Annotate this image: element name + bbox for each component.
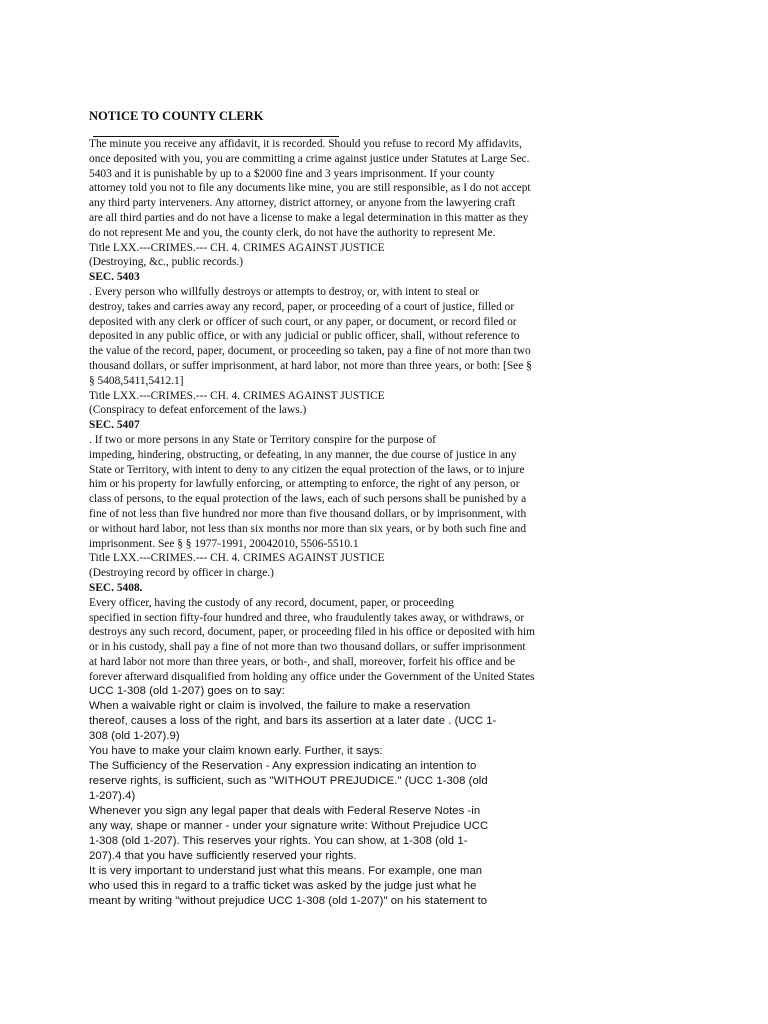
section-caption: (Conspiracy to defeat enforcement of the laws.) (89, 404, 307, 417)
document-page (89, 108, 589, 909)
text-line: 1-308 (old 1-207). This reserves your rights. You can show, at 1-308 (old 1- (89, 835, 468, 848)
text-line: deposited with any clerk or officer of such court, or any paper, or document, or record filed or (89, 315, 517, 328)
text-line: . Every person who willfully destroys or attempts to destroy, or, with intent to steal or (89, 285, 479, 298)
section-heading-5408: SEC. 5408. (89, 581, 143, 594)
text-line: destroy, takes and carries away any record, paper, or proceeding of a court of justice, filled or (89, 300, 515, 313)
text-line: When a waivable right or claim is involved, the failure to make a reservation (89, 700, 471, 713)
title-heading: Title LXX.---CRIMES.--- CH. 4. CRIMES AGAINST JUSTICE (89, 241, 385, 254)
text-line: You have to make your claim known early. Further, it says: (89, 745, 383, 758)
text-line: 207).4 that you have sufficiently reserved your rights. (89, 850, 357, 863)
text-line: attorney told you not to file any documents like mine, you are still responsible, as I do not accept (89, 182, 531, 195)
text-line: Every officer, having the custody of any record, document, paper, or proceeding (89, 596, 454, 609)
text-line: § 5408,5411,5412.1] (89, 374, 184, 387)
text-line: destroys any such record, document, paper, or proceeding filed in his office or deposited with him (89, 626, 535, 639)
ucc-text-block (89, 684, 589, 909)
text-line: or without hard labor, not less than six months nor more than six years, or by both such fine and (89, 522, 527, 535)
section-caption: (Destroying, &c., public records.) (89, 256, 244, 269)
text-line: fine of not less than five hundred nor more than five thousand dollars, or by imprisonment, with (89, 507, 527, 520)
section-heading-5407: SEC. 5407 (89, 419, 140, 432)
text-line: 1-207).4) (89, 790, 136, 803)
text-line: forever afterward disqualified from holding any office under the Government of the United States (89, 670, 535, 683)
text-line: The Sufficiency of the Reservation - Any expression indicating an intention to (89, 760, 477, 773)
text-line: meant by writing "without prejudice UCC 1-308 (old 1-207)" on his statement to (89, 895, 488, 908)
statute-text-block (89, 137, 589, 684)
text-line: thereof, causes a loss of the right, and bars its assertion at a later date . (UCC 1- (89, 715, 497, 728)
text-line: reserve rights, is sufficient, such as "WITHOUT PREJUDICE." (UCC 1-308 (old (89, 775, 488, 788)
text-line: 308 (old 1-207).9) (89, 730, 180, 743)
text-line: impeding, hindering, obstructing, or defeating, in any manner, the due course of justice in any (89, 448, 517, 461)
text-line: class of persons, to the equal protection of the laws, each of such persons shall be punished by a (89, 493, 527, 506)
text-line: The minute you receive any affidavit, it is recorded. Should you refuse to record My affidavits, (89, 138, 522, 150)
text-line: . If two or more persons in any State or Territory conspire for the purpose of (89, 433, 436, 446)
text-line: 5403 and it is punishable by up to a $2000 fine and 3 years imprisonment. If your county (89, 167, 495, 180)
text-line: UCC 1-308 (old 1-207) goes on to say: (89, 685, 285, 698)
text-line: any third party interveners. Any attorney, district attorney, or anyone from the lawyering craft (89, 197, 516, 210)
text-line: or in his custody, shall pay a fine of not more than two thousand dollars, or suffer imprisonment (89, 641, 526, 654)
title-heading: Title LXX.---CRIMES.--- CH. 4. CRIMES AGAINST JUSTICE (89, 552, 385, 565)
text-line: the value of the record, paper, document, or proceeding so taken, pay a fine of not more than two (89, 345, 531, 358)
text-line: It is very important to understand just what this means. For example, one man (89, 865, 483, 878)
text-line: once deposited with you, you are committing a crime against justice under Statutes at Large Sec. (89, 152, 530, 165)
text-line: specified in section fifty-four hundred and three, who fraudulently takes away, or withdraws, or (89, 611, 525, 624)
text-line: deposited in any public office, or with any judicial or public officer, shall, without reference to (89, 330, 520, 343)
title-heading: Title LXX.---CRIMES.--- CH. 4. CRIMES AGAINST JUSTICE (89, 389, 385, 402)
text-line: any way, shape or manner - under your signature write: Without Prejudice UCC (89, 820, 489, 833)
text-line: at hard labor not more than three years, or both-, and shall, moreover, forfeit his office and be (89, 655, 516, 668)
text-line: State or Territory, with intent to deny to any citizen the equal protection of the laws, or to injure (89, 463, 525, 476)
text-line: do not represent Me and you, the county clerk, do not have the authority to represent Me. (89, 226, 496, 239)
text-line: him or his property for lawfully enforcing, or attempting to enforce, the right of any person, or (89, 478, 520, 491)
text-line: imprisonment. See § § 1977-1991, 20042010, 5506-5510.1 (89, 537, 359, 550)
text-line: thousand dollars, or suffer imprisonment, at hard labor, not more than three years, or both: [See § (89, 359, 532, 372)
document-title: NOTICE TO COUNTY CLERK (89, 109, 264, 123)
section-heading-5403: SEC. 5403 (89, 271, 140, 284)
text-line: are all third parties and do not have a license to make a legal determination in this matter as they (89, 211, 529, 224)
text-line: who used this in regard to a traffic ticket was asked by the judge just what he (89, 880, 477, 893)
section-caption: (Destroying record by officer in charge.) (89, 567, 274, 580)
text-line: Whenever you sign any legal paper that deals with Federal Reserve Notes -in (89, 805, 481, 818)
